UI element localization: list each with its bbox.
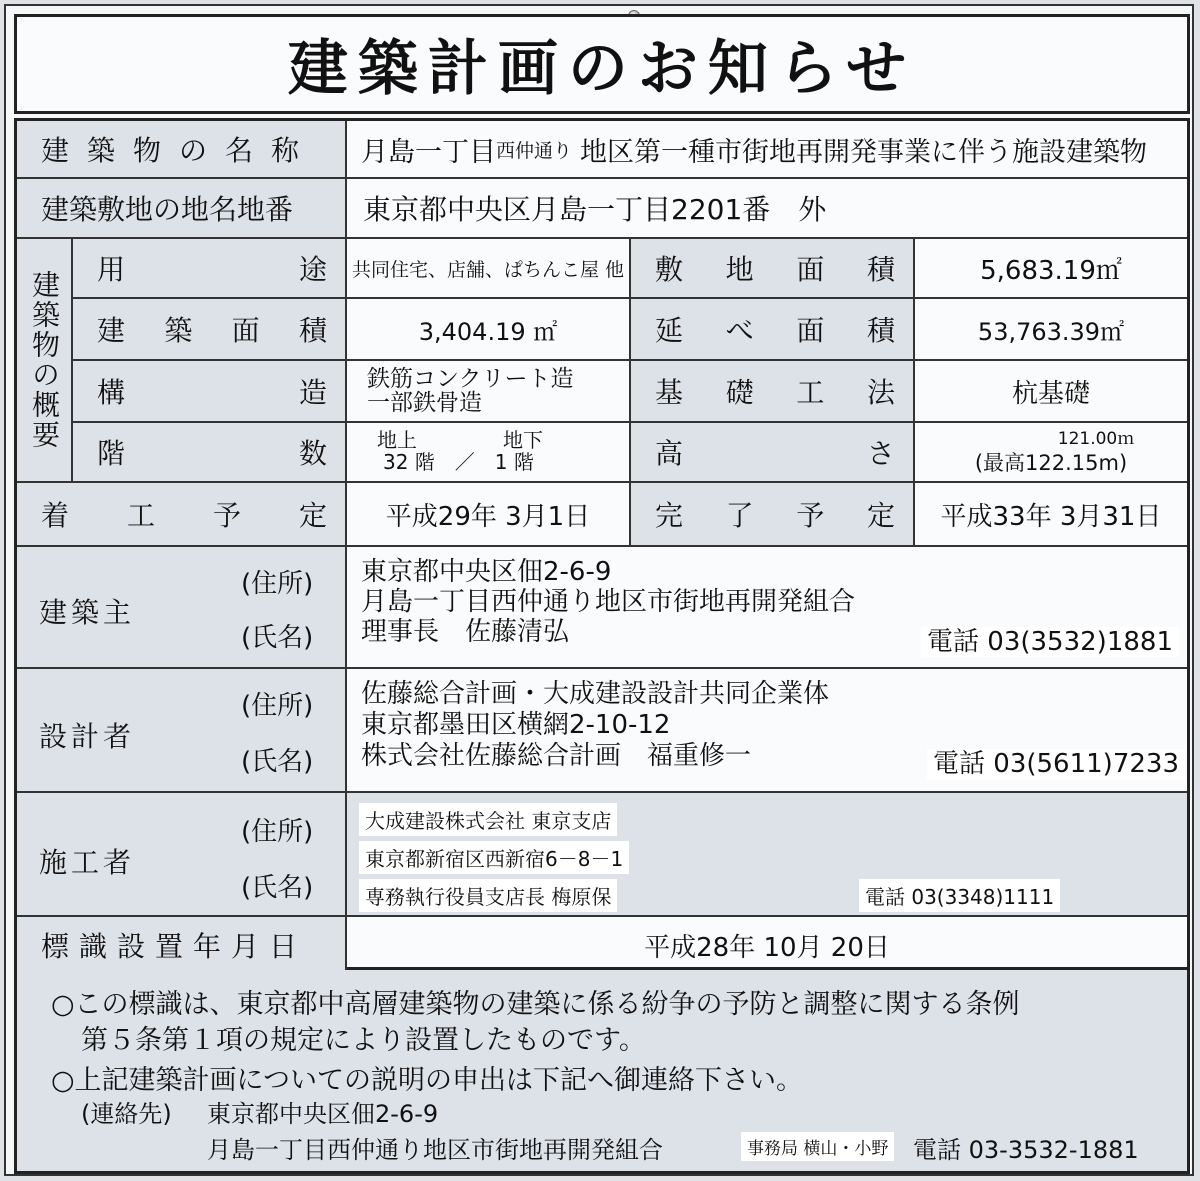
floor-area-value: 53,763.39㎡: [915, 299, 1187, 361]
designer-address: 東京都墨田区横網2-10-12: [361, 710, 671, 740]
height-figure: 121.00ｍ: [1057, 429, 1135, 449]
designer-label: 設計者: [39, 720, 136, 753]
contractor-addr-tag: (住所): [241, 817, 314, 847]
site-area-value: 5,683.19㎡: [915, 239, 1187, 299]
floors-label: [73, 423, 347, 483]
label-char: 構: [97, 376, 126, 409]
label-char: 途: [298, 253, 327, 286]
name-value-part: 月島一丁目: [361, 136, 496, 168]
start-value: 平成29年 3月1日: [347, 483, 631, 547]
contact-org: 月島一丁目西仲通り地区市街地再開発組合: [207, 1136, 663, 1164]
contact-tag: (連絡先): [81, 1100, 172, 1128]
label-char: べ: [725, 314, 754, 347]
info-table: [14, 118, 1190, 970]
note-line: ○上記建築計画についての説明の申出は下記へ御連絡下さい。: [51, 1065, 804, 1096]
owner-label-cell: [17, 547, 347, 669]
label-char: 面: [796, 253, 825, 286]
label-char: 完: [655, 499, 684, 532]
label-char: 高: [655, 437, 684, 470]
contractor-value: [347, 793, 1187, 917]
structure-line: 鉄筋コンクリート造: [367, 366, 574, 392]
owner-address: 東京都中央区佃2-6-9: [361, 557, 612, 587]
height-label: [631, 423, 915, 483]
floor-area-label: [631, 299, 915, 361]
designer-org: 佐藤総合計画・大成建設設計共同企業体: [361, 679, 830, 709]
note-line: 第５条第１項の規定により設置したものです。: [81, 1025, 646, 1056]
designer-person: 株式会社佐藤総合計画 福重修一: [361, 741, 752, 771]
label-char: 造: [298, 376, 327, 409]
label-char: 了: [725, 499, 754, 532]
height-value: [915, 423, 1187, 483]
label-char: 工: [796, 376, 825, 409]
contractor-person: 専務執行役員支店長 梅原保: [359, 879, 617, 912]
end-value: 平成33年 3月31日: [915, 483, 1187, 547]
end-label: [631, 483, 915, 547]
contractor-name-tag: (氏名): [241, 873, 314, 903]
designer-name-tag: (氏名): [241, 747, 314, 777]
label-char: 面: [796, 314, 825, 347]
label-char: 着: [41, 499, 70, 532]
designer-value: [347, 669, 1187, 793]
site-label: 建築敷地の地名地番: [17, 179, 347, 239]
start-label: [17, 483, 347, 547]
height-max: (最高122.15m): [974, 451, 1128, 475]
site-value: 東京都中央区月島一丁目2201番 外: [347, 179, 1187, 239]
owner-label: 建築主: [39, 596, 136, 629]
label-char: 地: [725, 253, 754, 286]
contractor-label: 施工者: [39, 846, 136, 879]
label-char: 工: [126, 499, 155, 532]
label-char: 階: [97, 437, 126, 470]
contractor-label-cell: [17, 793, 347, 917]
designer-phone: 電話 03(5611)7233: [927, 749, 1185, 780]
label-char: 予: [212, 499, 241, 532]
owner-person: 理事長 佐藤清弘: [361, 617, 570, 647]
structure-line: 一部鉄骨造: [367, 390, 482, 416]
label-char: 用: [97, 253, 126, 286]
label-char: 積: [866, 253, 895, 286]
label-char: 積: [866, 314, 895, 347]
build-area-label: [73, 299, 347, 361]
designer-addr-tag: (住所): [241, 691, 314, 721]
label-char: さ: [866, 437, 895, 470]
contact-dept: 事務局 横山・小野: [741, 1132, 894, 1161]
label-char: 敷: [655, 253, 684, 286]
contact-address: 東京都中央区佃2-6-9: [207, 1100, 439, 1128]
contractor-address: 東京都新宿区西新宿6－8－1: [359, 841, 629, 874]
label-char: 法: [866, 376, 895, 409]
overview-label: 建築物の概要: [17, 239, 73, 483]
owner-name-tag: (氏名): [241, 623, 314, 653]
label-char: 基: [655, 376, 684, 409]
label-char: 築: [164, 314, 193, 347]
name-value-small: 西仲通り: [496, 139, 573, 162]
contractor-org: 大成建設株式会社 東京支店: [359, 803, 617, 836]
note-line: ○この標識は、東京都中高層建築物の建築に係る紛争の予防と調整に関する条例: [51, 989, 1020, 1020]
foundation-label: [631, 361, 915, 423]
use-label: [73, 239, 347, 299]
name-value-part: 地区第一種市街地再開発事業に伴う施設建築物: [580, 136, 1148, 168]
floors-above-label: 地上: [377, 428, 417, 452]
label-char: 定: [866, 499, 895, 532]
name-value: [347, 121, 1187, 179]
label-char: 数: [298, 437, 327, 470]
owner-org: 月島一丁目西仲通り地区市街地再開発組合: [361, 587, 856, 617]
label-char: 延: [655, 314, 684, 347]
designer-label-cell: [17, 669, 347, 793]
posted-value: 平成28年 10月 20日: [644, 932, 890, 963]
name-label: 建築物の名称: [17, 121, 347, 179]
notes-area: [14, 970, 1190, 1174]
label-char: 予: [796, 499, 825, 532]
sign-board: [4, 4, 1194, 1176]
label-char: 建: [97, 314, 126, 347]
floors-count: 32 階 ／ 1 階: [383, 450, 534, 474]
label-char: 面: [231, 314, 260, 347]
owner-addr-tag: (住所): [241, 569, 314, 599]
foundation-value: 杭基礎: [915, 361, 1187, 423]
label-char: 定: [298, 499, 327, 532]
contact-phone: 電話 03-3532-1881: [913, 1136, 1139, 1164]
label-char: 積: [298, 314, 327, 347]
owner-phone: 電話 03(3532)1881: [921, 627, 1179, 657]
label-char: 礎: [725, 376, 754, 409]
build-area-value: 3,404.19 ㎡: [347, 299, 631, 361]
floors-below-label: 地下: [503, 428, 543, 452]
floors-value: [347, 423, 631, 483]
contractor-phone: 電話 03(3348)1111: [859, 879, 1060, 912]
structure-value: [347, 361, 631, 423]
use-value: 共同住宅、店舗、ぱちんこ屋 他: [347, 239, 631, 299]
sign-title: 建築計画のお知らせ: [14, 14, 1190, 114]
posted-label: 標識設置年月日: [17, 917, 347, 973]
site-area-label: [631, 239, 915, 299]
owner-value: [347, 547, 1187, 669]
structure-label: [73, 361, 347, 423]
